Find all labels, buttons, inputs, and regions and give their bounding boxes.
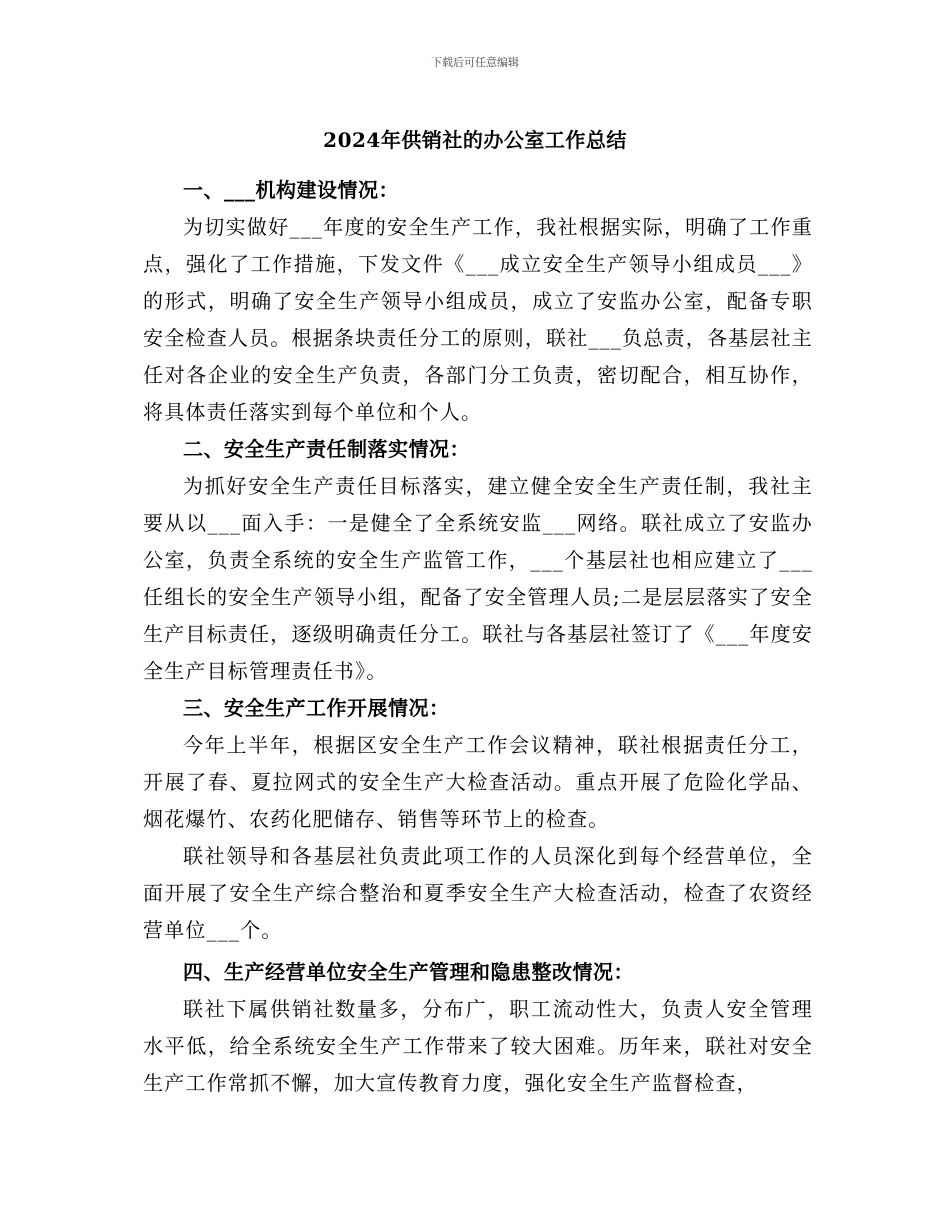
section-3-paragraph-2: 联社领导和各基层社负责此项工作的人员深化到每个经营单位，全面开展了安全生产综合整治和夏季安全生产大检查活动，检查了农资经营单位___个。	[143, 844, 813, 942]
section-1-paragraph-1: 为切实做好___年度的安全生产工作，我社根据实际，明确了工作重点，强化了工作措施，下发文件《___成立安全生产领导小组成员___》的形式，明确了安全生产领导小组成员，成立了安监办公室，配备专职安全检查人员。根据条块责任分工的原则，联社___负总责，各基层社主任对各企业的安全生产负责，各部门分工负责，密切配合，相互协作，将具体责任落实到每个单位和个人。	[143, 215, 813, 424]
section-3-paragraph-1: 今年上半年，根据区安全生产工作会议精神，联社根据责任分工，开展了春、夏拉网式的安全生产大检查活动。重点开展了危险化学品、烟花爆竹、农药化肥储存、销售等环节上的检查。	[143, 733, 813, 831]
page-header-note: 下载后可任意编辑	[431, 56, 519, 69]
section-heading-2: 二、安全生产责任制落实情况：	[183, 437, 470, 461]
section-4-paragraph-1: 联社下属供销社数量多，分布广，职工流动性大，负责人安全管理水平低，给全系统安全生产工作带来了较大困难。历年来，联社对安全生产工作常抓不懈，加大宣传教育力度，强化安全生产监督检查，	[143, 997, 813, 1095]
document-body	[143, 172, 813, 1102]
section-heading-4: 四、生产经营单位安全生产管理和隐患整改情况：	[183, 960, 634, 984]
section-heading-1: 一、___机构建设情况：	[183, 178, 399, 202]
section-heading-3: 三、安全生产工作开展情况：	[183, 696, 450, 720]
document-title: 2024年供销社的办公室工作总结	[323, 128, 627, 152]
section-2-paragraph-1: 为抓好安全生产责任目标落实，建立健全安全生产责任制，我社主要从以___面入手：一是健全了全系统安监___网络。联社成立了安监办公室，负责全系统的安全生产监管工作，___个基层社也相应建立了___任组长的安全生产领导小组，配备了安全管理人员;二是层层落实了安全生产目标责任，逐级明确责任分工。联社与各基层社签订了《___年度安全生产目标管理责任书》。	[143, 474, 813, 683]
